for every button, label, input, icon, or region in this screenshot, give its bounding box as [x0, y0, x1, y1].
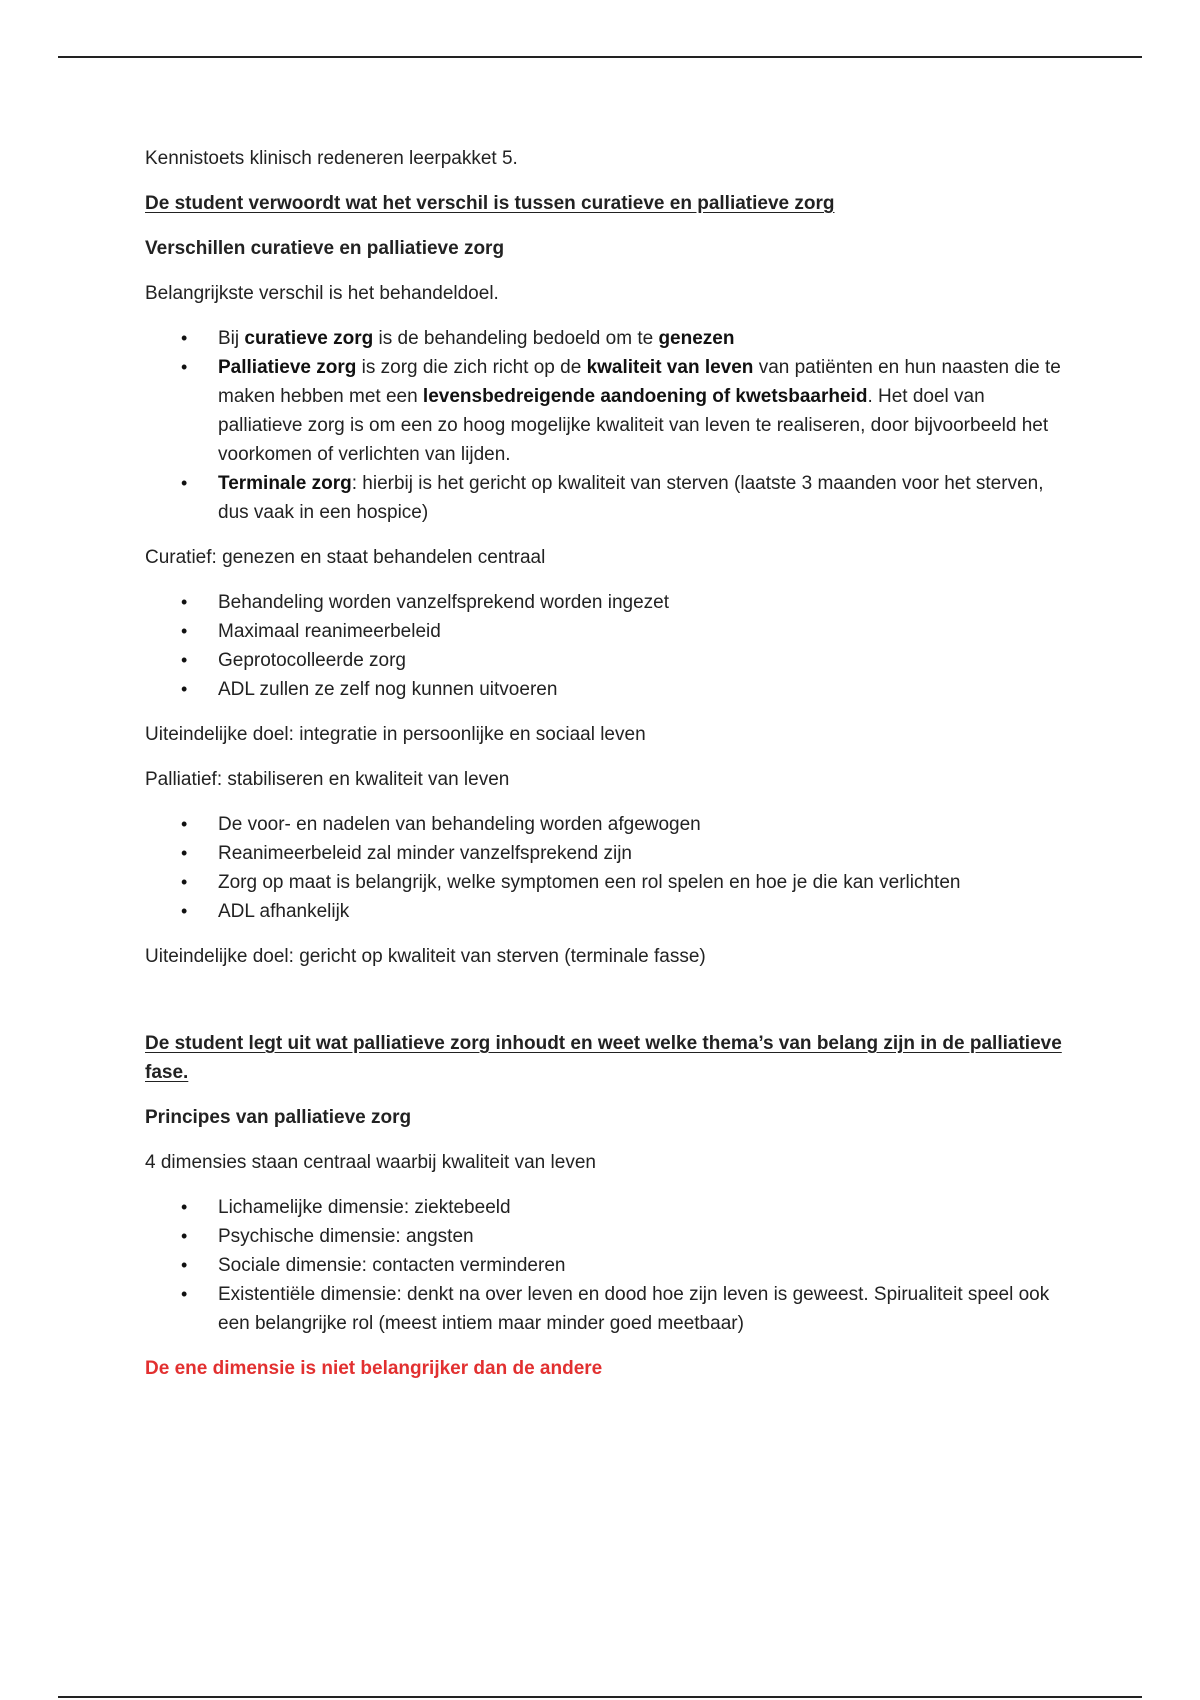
section1-heading: De student verwoordt wat het verschil is tussen curatieve en palliatieve zorg — [145, 193, 835, 214]
section2-heading: De student legt uit wat palliatieve zorg inhoudt en weet welke thema’s van belang zijn in de palliatieve fase. — [145, 1033, 1062, 1083]
curatief-list — [145, 588, 1065, 704]
list-item: • Existentiële dimensie: denkt na over leven en dood hoe zijn leven is geweest. Spirualiteit speel ook een belangrijke rol (meest intiem maar minder goed meetbaar) — [145, 1280, 1065, 1338]
section2-intro: 4 dimensies staan centraal waarbij kwaliteit van leven — [145, 1152, 596, 1173]
list-item: • Reanimeerbeleid zal minder vanzelfsprekend zijn — [145, 839, 1065, 868]
list-item: • Maximaal reanimeerbeleid — [145, 617, 1065, 646]
list-item: • ADL zullen ze zelf nog kunnen uitvoeren — [145, 675, 1065, 704]
list-item: • ADL afhankelijk — [145, 897, 1065, 926]
section2-subheading: Principes van palliatieve zorg — [145, 1107, 412, 1128]
emphasis-note: De ene dimensie is niet belangrijker dan de andere — [145, 1358, 603, 1379]
list-item: • Terminale zorg: hierbij is het gericht op kwaliteit van sterven (laatste 3 maanden voor het sterven, dus vaak in een hospice) — [145, 469, 1065, 527]
list-item: • De voor- en nadelen van behandeling worden afgewogen — [145, 810, 1065, 839]
section1-intro: Belangrijkste verschil is het behandeldoel. — [145, 283, 499, 304]
palliatief-intro: Palliatief: stabiliseren en kwaliteit van leven — [145, 769, 510, 790]
list-item: • Bij curatieve zorg is de behandeling bedoeld om te genezen — [145, 324, 1065, 353]
list-item: • Zorg op maat is belangrijk, welke symptomen een rol spelen en hoe je die kan verlichten — [145, 868, 1065, 897]
list-item: • Behandeling worden vanzelfsprekend worden ingezet — [145, 588, 1065, 617]
list-item: • Palliatieve zorg is zorg die zich richt op de kwaliteit van leven van patiënten en hun naasten die te maken hebben met een levensbedreigende aandoening of kwetsbaarheid. Het doel van palliatieve zorg is om een zo hoog mogelijke kwaliteit van leven te realiseren, door bijvoorbeeld het voorkomen of verlichten van lijden. — [145, 353, 1065, 469]
dimensions-list — [145, 1193, 1065, 1338]
curatief-intro: Curatief: genezen en staat behandelen centraal — [145, 547, 546, 568]
list-item: • Sociale dimensie: contacten verminderen — [145, 1251, 1065, 1280]
palliatief-list — [145, 810, 1065, 926]
palliatief-goal: Uiteindelijke doel: gericht op kwaliteit van sterven (terminale fasse) — [145, 946, 706, 967]
curatief-goal: Uiteindelijke doel: integratie in persoonlijke en sociaal leven — [145, 724, 646, 745]
list-item: • Psychische dimensie: angsten — [145, 1222, 1065, 1251]
header-rule — [58, 56, 1142, 58]
document-body — [145, 144, 1065, 1399]
definitions-list — [145, 324, 1065, 527]
list-item: • Geprotocolleerde zorg — [145, 646, 1065, 675]
list-item: • Lichamelijke dimensie: ziektebeeld — [145, 1193, 1065, 1222]
footer-rule — [58, 1696, 1142, 1698]
section1-subheading: Verschillen curatieve en palliatieve zorg — [145, 238, 505, 259]
document-title: Kennistoets klinisch redeneren leerpakket 5. — [145, 148, 518, 169]
